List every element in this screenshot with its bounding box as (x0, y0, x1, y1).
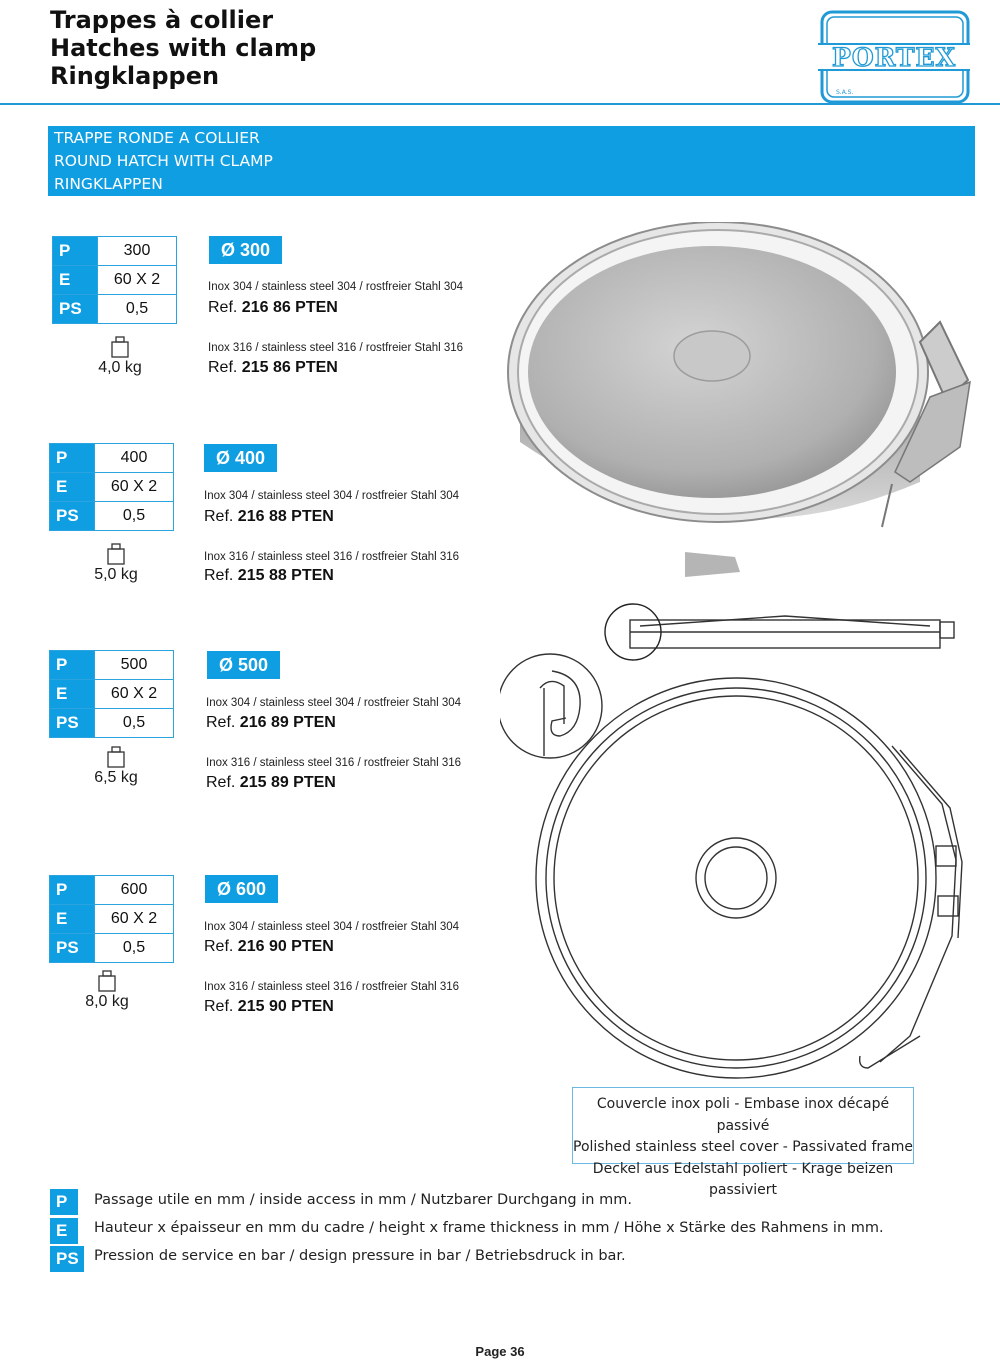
note-en: Polished stainless steel cover - Passivated frame (573, 1139, 913, 1155)
value-e: 60 X 2 (95, 905, 174, 934)
key-ps: PS (53, 295, 98, 324)
material-304: Inox 304 / stainless steel 304 / rostfreier Stahl 304 (204, 921, 460, 933)
weight-500 (76, 746, 156, 787)
weight-600 (67, 970, 147, 1011)
legend-key-p: P (50, 1189, 78, 1215)
header-divider (0, 103, 1000, 105)
key-p: P (50, 651, 95, 680)
value-ps: 0,5 (95, 502, 174, 531)
spec-table-300 (52, 236, 177, 324)
weight-icon (110, 336, 130, 358)
hatch-photo (500, 222, 980, 582)
note-de: Deckel aus Edelstahl poliert - Krage beizen passiviert (592, 1160, 894, 1198)
material-316: Inox 316 / stainless steel 316 / rostfreier Stahl 316 (204, 981, 460, 993)
material-304: Inox 304 / stainless steel 304 / rostfreier Stahl 304 (206, 697, 462, 709)
page-title (50, 6, 316, 90)
title-de: Ringklappen (50, 62, 220, 90)
legend-text-e: Hauteur x épaisseur en mm du cadre / height x frame thickness in mm / Höhe x Stärke des Rahmens in mm. (94, 1220, 884, 1236)
ref-316: Ref. 215 86 PTEN (208, 359, 338, 376)
key-ps: PS (50, 934, 95, 963)
weight-value: 5,0 kg (94, 566, 138, 583)
portex-logo (818, 10, 970, 104)
ref-316: Ref. 215 88 PTEN (204, 567, 334, 584)
material-316: Inox 316 / stainless steel 316 / rostfreier Stahl 316 (204, 551, 460, 563)
ref-304: Ref. 216 89 PTEN (206, 714, 336, 731)
key-e: E (50, 905, 95, 934)
material-304: Inox 304 / stainless steel 304 / rostfreier Stahl 304 (208, 281, 464, 293)
finish-note (572, 1087, 914, 1198)
value-ps: 0,5 (98, 295, 177, 324)
value-p: 400 (95, 444, 174, 473)
ref-304: Ref. 216 88 PTEN (204, 508, 334, 525)
value-p: 500 (95, 651, 174, 680)
value-ps: 0,5 (95, 709, 174, 738)
logo-text: PORTEX (832, 43, 956, 72)
key-e: E (53, 266, 98, 295)
key-e: E (50, 680, 95, 709)
banner-de: RINGKLAPPEN (54, 175, 163, 193)
weight-value: 4,0 kg (98, 359, 142, 376)
diameter-badge-300: Ø 300 (209, 236, 282, 264)
ref-304: Ref. 216 90 PTEN (204, 938, 334, 955)
title-en: Hatches with clamp (50, 34, 317, 62)
material-316: Inox 316 / stainless steel 316 / rostfreier Stahl 316 (208, 342, 464, 354)
spec-table-500 (49, 650, 174, 738)
banner-en: ROUND HATCH WITH CLAMP (54, 152, 273, 170)
key-p: P (50, 444, 95, 473)
value-e: 60 X 2 (95, 473, 174, 502)
material-316: Inox 316 / stainless steel 316 / rostfreier Stahl 316 (206, 757, 462, 769)
technical-drawing (500, 596, 980, 1080)
logo-subtext: S.A.S. (836, 89, 854, 96)
value-p: 300 (98, 237, 177, 266)
key-p: P (50, 876, 95, 905)
diameter-badge-600: Ø 600 (205, 875, 278, 903)
value-ps: 0,5 (95, 934, 174, 963)
key-e: E (50, 473, 95, 502)
key-p: P (53, 237, 98, 266)
note-fr: Couvercle inox poli - Embase inox décapé passivé (596, 1096, 890, 1134)
material-304: Inox 304 / stainless steel 304 / rostfreier Stahl 304 (204, 490, 460, 502)
spec-table-600 (49, 875, 174, 963)
key-ps: PS (50, 502, 95, 531)
section-banner (48, 126, 975, 196)
value-p: 600 (95, 876, 174, 905)
ref-316: Ref. 215 89 PTEN (206, 774, 336, 791)
weight-300 (80, 336, 160, 377)
diameter-badge-400: Ø 400 (204, 444, 277, 472)
title-fr: Trappes à collier (50, 6, 274, 34)
value-e: 60 X 2 (98, 266, 177, 295)
weight-value: 8,0 kg (85, 993, 129, 1010)
page-number: Page 36 (475, 1344, 525, 1359)
legend-key-ps: PS (50, 1246, 84, 1272)
legend-text-ps: Pression de service en bar / design pressure in bar / Betriebsdruck in bar. (94, 1248, 626, 1264)
ref-304: Ref. 216 86 PTEN (208, 299, 338, 316)
banner-fr: TRAPPE RONDE A COLLIER (54, 129, 260, 147)
key-ps: PS (50, 709, 95, 738)
weight-value: 6,5 kg (94, 769, 138, 786)
value-e: 60 X 2 (95, 680, 174, 709)
diameter-badge-500: Ø 500 (207, 651, 280, 679)
weight-icon (97, 970, 117, 992)
legend-text-p: Passage utile en mm / inside access in mm / Nutzbarer Durchgang in mm. (94, 1192, 632, 1208)
ref-316: Ref. 215 90 PTEN (204, 998, 334, 1015)
weight-icon (106, 746, 126, 768)
weight-icon (106, 543, 126, 565)
weight-400 (76, 543, 156, 584)
spec-table-400 (49, 443, 174, 531)
legend-key-e: E (50, 1218, 78, 1244)
